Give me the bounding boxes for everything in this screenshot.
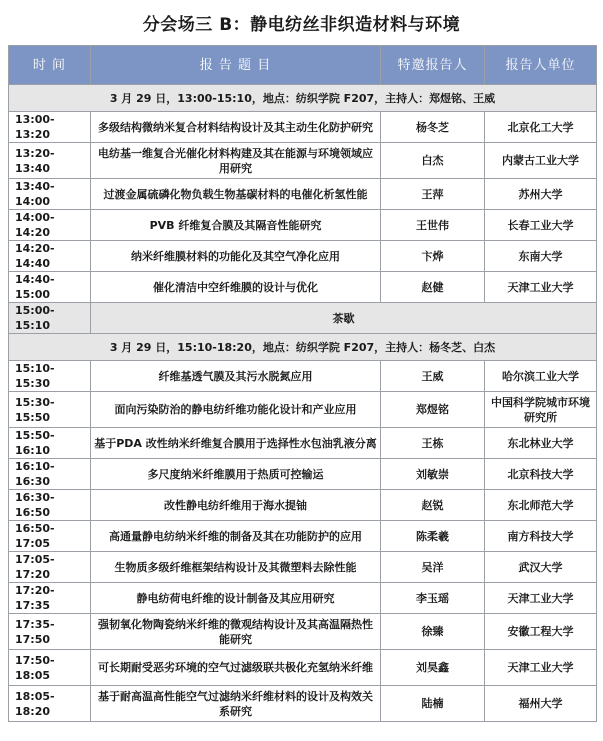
time-cell: 18:05-18:20	[9, 686, 91, 722]
unit-cell: 天津工业大学	[485, 272, 597, 303]
topic-cell: 纤维基透气膜及其污水脱氮应用	[91, 361, 381, 392]
unit-cell: 福州大学	[485, 686, 597, 722]
table-row	[9, 361, 597, 392]
topic-cell: 改性静电纺纤维用于海水提铀	[91, 490, 381, 521]
speaker-cell: 王威	[381, 361, 485, 392]
speaker-cell: 王栋	[381, 428, 485, 459]
unit-cell: 内蒙古工业大学	[485, 143, 597, 179]
table-row	[9, 686, 597, 722]
speaker-cell: 赵锐	[381, 490, 485, 521]
speaker-cell: 卞烨	[381, 241, 485, 272]
time-cell: 16:10-16:30	[9, 459, 91, 490]
topic-cell: 基于耐高温高性能空气过滤纳米纤维材料的设计及构效关系研究	[91, 686, 381, 722]
topic-cell: 生物质多级纤维框架结构设计及其微塑料去除性能	[91, 552, 381, 583]
unit-cell: 长春工业大学	[485, 210, 597, 241]
header-unit: 报告人单位	[485, 46, 597, 85]
time-cell: 13:20-13:40	[9, 143, 91, 179]
table-row	[9, 272, 597, 303]
table-row	[9, 490, 597, 521]
session-info: 3 月 29 日，15:10-18:20，地点：纺织学院 F207，主持人：杨冬芝、白杰	[9, 334, 597, 361]
time-cell: 15:30-15:50	[9, 392, 91, 428]
header-speaker: 特邀报告人	[381, 46, 485, 85]
time-cell: 17:50-18:05	[9, 650, 91, 686]
unit-cell: 南方科技大学	[485, 521, 597, 552]
break-row	[9, 303, 597, 334]
speaker-cell: 陆楠	[381, 686, 485, 722]
time-cell: 15:50-16:10	[9, 428, 91, 459]
speaker-cell: 刘敏崇	[381, 459, 485, 490]
topic-cell: 面向污染防治的静电纺纤维功能化设计和产业应用	[91, 392, 381, 428]
table-row	[9, 614, 597, 650]
time-cell: 17:35-17:50	[9, 614, 91, 650]
unit-cell: 安徽工程大学	[485, 614, 597, 650]
time-cell: 17:05-17:20	[9, 552, 91, 583]
unit-cell: 北京科技大学	[485, 459, 597, 490]
unit-cell: 东南大学	[485, 241, 597, 272]
speaker-cell: 王世伟	[381, 210, 485, 241]
time-cell: 15:00-15:10	[9, 303, 91, 334]
header-topic: 报 告 题 目	[91, 46, 381, 85]
speaker-cell: 郑煜铭	[381, 392, 485, 428]
table-row	[9, 179, 597, 210]
speaker-cell: 刘昊鑫	[381, 650, 485, 686]
unit-cell: 武汉大学	[485, 552, 597, 583]
header-time: 时 间	[9, 46, 91, 85]
unit-cell: 北京化工大学	[485, 112, 597, 143]
speaker-cell: 吴洋	[381, 552, 485, 583]
time-cell: 17:20-17:35	[9, 583, 91, 614]
page-title: 分会场三 B：静电纺丝非织造材料与环境	[142, 15, 461, 35]
time-cell: 16:50-17:05	[9, 521, 91, 552]
time-cell: 13:00-13:20	[9, 112, 91, 143]
unit-cell: 天津工业大学	[485, 650, 597, 686]
time-cell: 13:40-14:00	[9, 179, 91, 210]
topic-cell: PVB 纤维复合膜及其隔音性能研究	[91, 210, 381, 241]
session-row	[9, 85, 597, 112]
time-cell: 14:00-14:20	[9, 210, 91, 241]
speaker-cell: 王萍	[381, 179, 485, 210]
unit-cell: 哈尔滨工业大学	[485, 361, 597, 392]
table-row	[9, 143, 597, 179]
topic-cell: 过渡金属硫磷化物负载生物基碳材料的电催化析氢性能	[91, 179, 381, 210]
topic-cell: 电纺基一维复合光催化材料构建及其在能源与环境领域应用研究	[91, 143, 381, 179]
table-header-row	[9, 46, 597, 85]
table-row	[9, 112, 597, 143]
topic-cell: 可长期耐受恶劣环境的空气过滤级联共极化充氢纳米纤维	[91, 650, 381, 686]
topic-cell: 静电纺荷电纤维的设计制备及其应用研究	[91, 583, 381, 614]
time-cell: 15:10-15:30	[9, 361, 91, 392]
topic-cell: 多尺度纳米纤维膜用于热质可控输运	[91, 459, 381, 490]
session-info: 3 月 29 日，13:00-15:10，地点：纺织学院 F207，主持人：郑煜铭、王威	[9, 85, 597, 112]
table-row	[9, 241, 597, 272]
speaker-cell: 陈柔羲	[381, 521, 485, 552]
table-row	[9, 392, 597, 428]
topic-cell: 纳米纤维膜材料的功能化及其空气净化应用	[91, 241, 381, 272]
table-row	[9, 521, 597, 552]
topic-cell: 强韧氧化物陶瓷纳米纤维的微观结构设计及其高温隔热性能研究	[91, 614, 381, 650]
table-row	[9, 210, 597, 241]
unit-cell: 苏州大学	[485, 179, 597, 210]
time-cell: 14:40-15:00	[9, 272, 91, 303]
session-row	[9, 334, 597, 361]
unit-cell: 东北林业大学	[485, 428, 597, 459]
break-label: 茶歇	[91, 303, 597, 334]
table-row	[9, 428, 597, 459]
table-row	[9, 583, 597, 614]
time-cell: 14:20-14:40	[9, 241, 91, 272]
speaker-cell: 李玉瑶	[381, 583, 485, 614]
table-row	[9, 650, 597, 686]
time-cell: 16:30-16:50	[9, 490, 91, 521]
unit-cell: 天津工业大学	[485, 583, 597, 614]
topic-cell: 基于PDA 改性纳米纤维复合膜用于选择性水包油乳液分离	[91, 428, 381, 459]
topic-cell: 催化清洁中空纤维膜的设计与优化	[91, 272, 381, 303]
unit-cell: 中国科学院城市环境研究所	[485, 392, 597, 428]
unit-cell: 东北师范大学	[485, 490, 597, 521]
speaker-cell: 杨冬芝	[381, 112, 485, 143]
schedule-table	[8, 45, 597, 722]
topic-cell: 多级结构微纳米复合材料结构设计及其主动生化防护研究	[91, 112, 381, 143]
topic-cell: 高通量静电纺纳米纤维的制备及其在功能防护的应用	[91, 521, 381, 552]
table-row	[9, 459, 597, 490]
speaker-cell: 徐臻	[381, 614, 485, 650]
speaker-cell: 白杰	[381, 143, 485, 179]
speaker-cell: 赵健	[381, 272, 485, 303]
table-row	[9, 552, 597, 583]
